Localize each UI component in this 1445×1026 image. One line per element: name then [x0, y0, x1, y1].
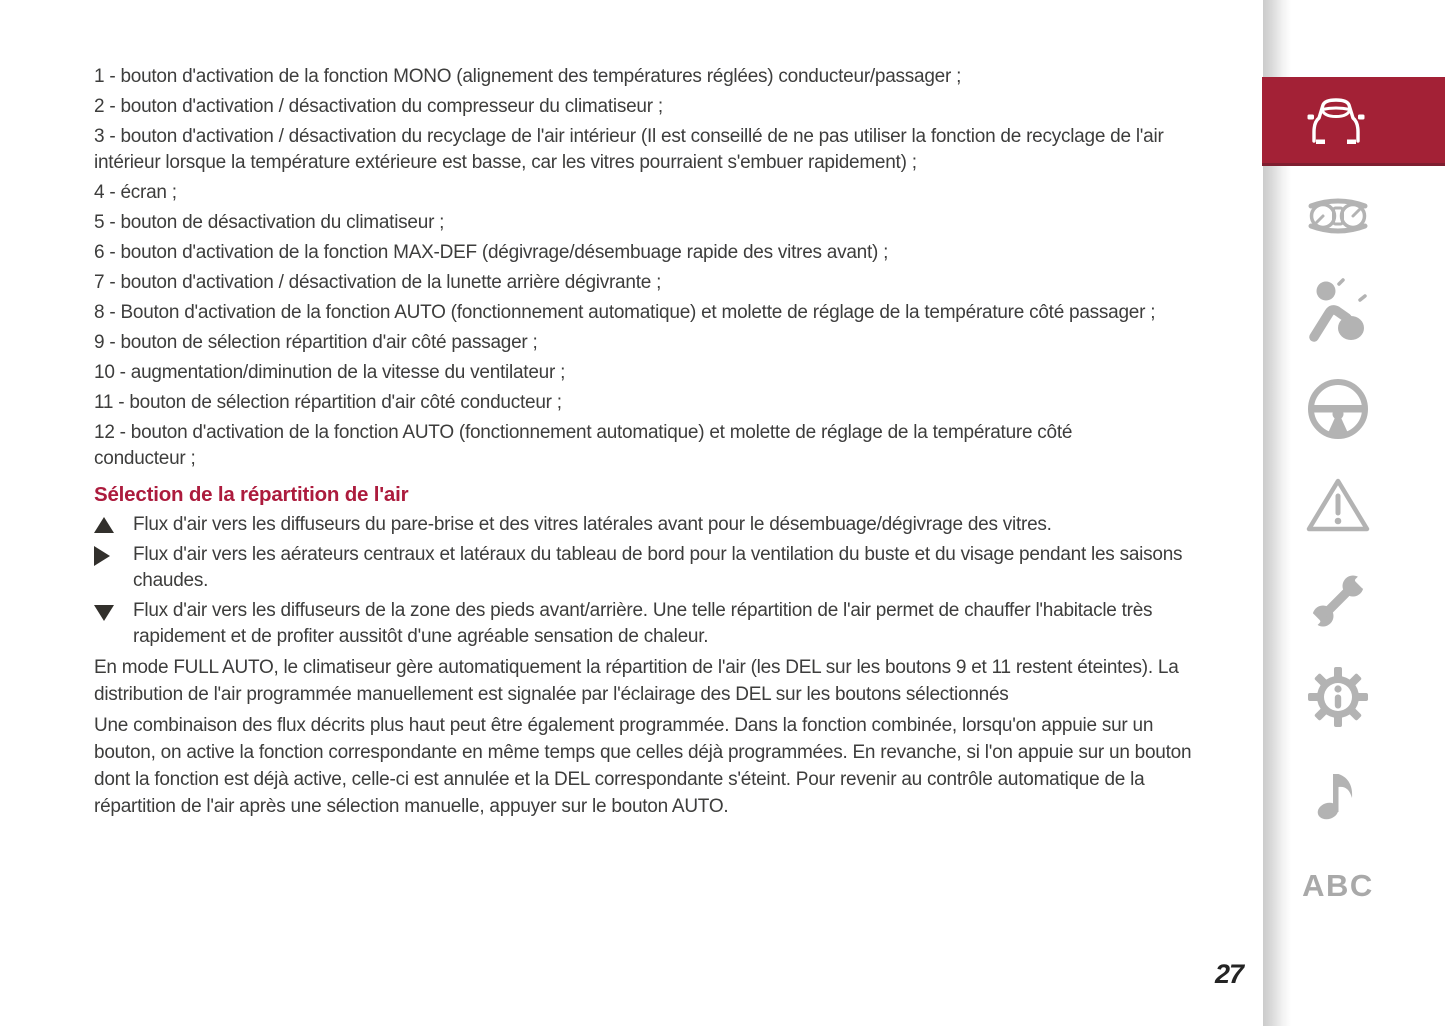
list-item-line: 4 - écran ;	[94, 182, 177, 203]
paragraph	[94, 712, 1254, 820]
list-item	[94, 270, 1254, 296]
airflow-bullet	[94, 512, 1254, 538]
abc-label: ABC	[1302, 868, 1374, 903]
wrench-icon	[1306, 569, 1370, 633]
list-item-line: 9 - bouton de sélection répartition d'air côté passager ;	[94, 332, 538, 353]
airflow-feet-down-icon	[94, 605, 114, 621]
bullet-line: rapidement et de profiter aussitôt d'une agréable sensation de chaleur.	[133, 626, 709, 647]
airflow-bullet	[94, 598, 1254, 650]
list-item	[94, 64, 1254, 90]
list-item-line: 1 - bouton d'activation de la fonction MONO (alignement des températures réglées) conducteur/passager ;	[94, 66, 962, 87]
warning-triangle-icon	[1305, 476, 1371, 534]
airflow-windshield-up-icon	[94, 517, 114, 533]
bullet-line: Flux d'air vers les diffuseurs de la zone des pieds avant/arrière. Une telle répartition de l'air permet de chauffer l'habitacle très	[133, 600, 1153, 621]
sidebar-tab-technical-info[interactable]	[1305, 664, 1371, 730]
list-item	[94, 210, 1254, 236]
airbag-icon	[1306, 278, 1370, 342]
sidebar-tab-dashboard[interactable]	[1305, 183, 1371, 249]
airflow-bullet	[94, 542, 1254, 594]
page-number: 27	[1214, 959, 1244, 989]
paragraph-line: répartition de l'air après une sélection manuelle, appuyer sur le bouton AUTO.	[94, 796, 729, 817]
airflow-center-right-icon	[94, 546, 110, 566]
paragraph	[94, 654, 1254, 708]
instrument-cluster-icon	[1305, 193, 1371, 239]
list-item-line: 11 - bouton de sélection répartition d'air côté conducteur ;	[94, 392, 562, 413]
sidebar-tab-multimedia[interactable]	[1305, 759, 1371, 825]
list-item-line: 2 - bouton d'activation / désactivation du compresseur du climatiseur ;	[94, 96, 663, 117]
list-item-line: 10 - augmentation/diminution de la vitesse du ventilateur ;	[94, 362, 566, 383]
paragraph-line: bouton, on active la fonction correspondante en même temps que celles déjà programmées. En revanche, si l'on appuie sur un bouton	[94, 742, 1192, 763]
bullet-line: Flux d'air vers les diffuseurs du pare-brise et des vitres latérales avant pour le désembuage/dégivrage des vitres.	[133, 514, 1052, 535]
bullet-line: Flux d'air vers les aérateurs centraux et latéraux du tableau de bord pour la ventilation du buste et du visage pendant les saisons	[133, 544, 1183, 565]
list-item	[94, 94, 1254, 120]
list-item-line: 5 - bouton de désactivation du climatiseur ;	[94, 212, 445, 233]
sidebar-tab-maintenance[interactable]	[1305, 568, 1371, 634]
list-item	[94, 420, 1254, 472]
list-item-line: conducteur ;	[94, 448, 196, 469]
sidebar-tab-driving[interactable]	[1305, 376, 1371, 442]
list-item-line: 6 - bouton d'activation de la fonction MAX-DEF (dégivrage/désembuage rapide des vitres avant) ;	[94, 242, 889, 263]
list-item-line: intérieur lorsque la température extérieure est basse, car les vitres pourraient s'embuer rapidement) ;	[94, 152, 917, 173]
paragraph-line: En mode FULL AUTO, le climatiseur gère automatiquement la répartition de l'air (les DEL sur les boutons 9 et 11 restent éteintes). La	[94, 657, 1179, 678]
car-front-icon	[1303, 94, 1369, 146]
list-item	[94, 330, 1254, 356]
list-item	[94, 180, 1254, 206]
paragraph-line: distribution de l'air programmée manuellement est signalée par l'éclairage des DEL sur les boutons sélectionnés	[94, 684, 1009, 705]
paragraph-line: dont la fonction est déjà active, celle-ci est annulée et la DEL correspondante s'éteint. Pour revenir au contrôle automatique de la	[94, 769, 1145, 790]
gear-info-icon	[1305, 664, 1371, 730]
manual-page-content	[94, 64, 1254, 824]
sidebar-tab-vehicle-active[interactable]	[1262, 77, 1445, 166]
paragraph-line: Une combinaison des flux décrits plus haut peut être également programmée. Dans la fonction combinée, lorsqu'on appuie sur un	[94, 715, 1154, 736]
list-item-line: 8 - Bouton d'activation de la fonction AUTO (fonctionnement automatique) et molette de réglage de la température côté passager ;	[94, 302, 1156, 323]
bullet-line: chaudes.	[133, 570, 209, 591]
list-item	[94, 300, 1254, 326]
list-item	[94, 240, 1254, 266]
music-note-icon	[1306, 760, 1370, 824]
sidebar-tab-warnings[interactable]	[1305, 472, 1371, 538]
sidebar-tab-index[interactable]	[1297, 868, 1379, 904]
sidebar-tab-safety[interactable]	[1305, 277, 1371, 343]
section-heading: Sélection de la répartition de l'air	[94, 483, 409, 506]
steering-wheel-icon	[1305, 376, 1371, 442]
list-item-line: 3 - bouton d'activation / désactivation du recyclage de l'air intérieur (Il est conseillé de ne pas utiliser la fonction de recyclage de l'air	[94, 126, 1164, 147]
list-item	[94, 124, 1254, 176]
list-item-line: 7 - bouton d'activation / désactivation de la lunette arrière dégivrante ;	[94, 272, 662, 293]
list-item-line: 12 - bouton d'activation de la fonction AUTO (fonctionnement automatique) et molette de réglage de la température côté	[94, 422, 1073, 443]
list-item	[94, 390, 1254, 416]
list-item	[94, 360, 1254, 386]
